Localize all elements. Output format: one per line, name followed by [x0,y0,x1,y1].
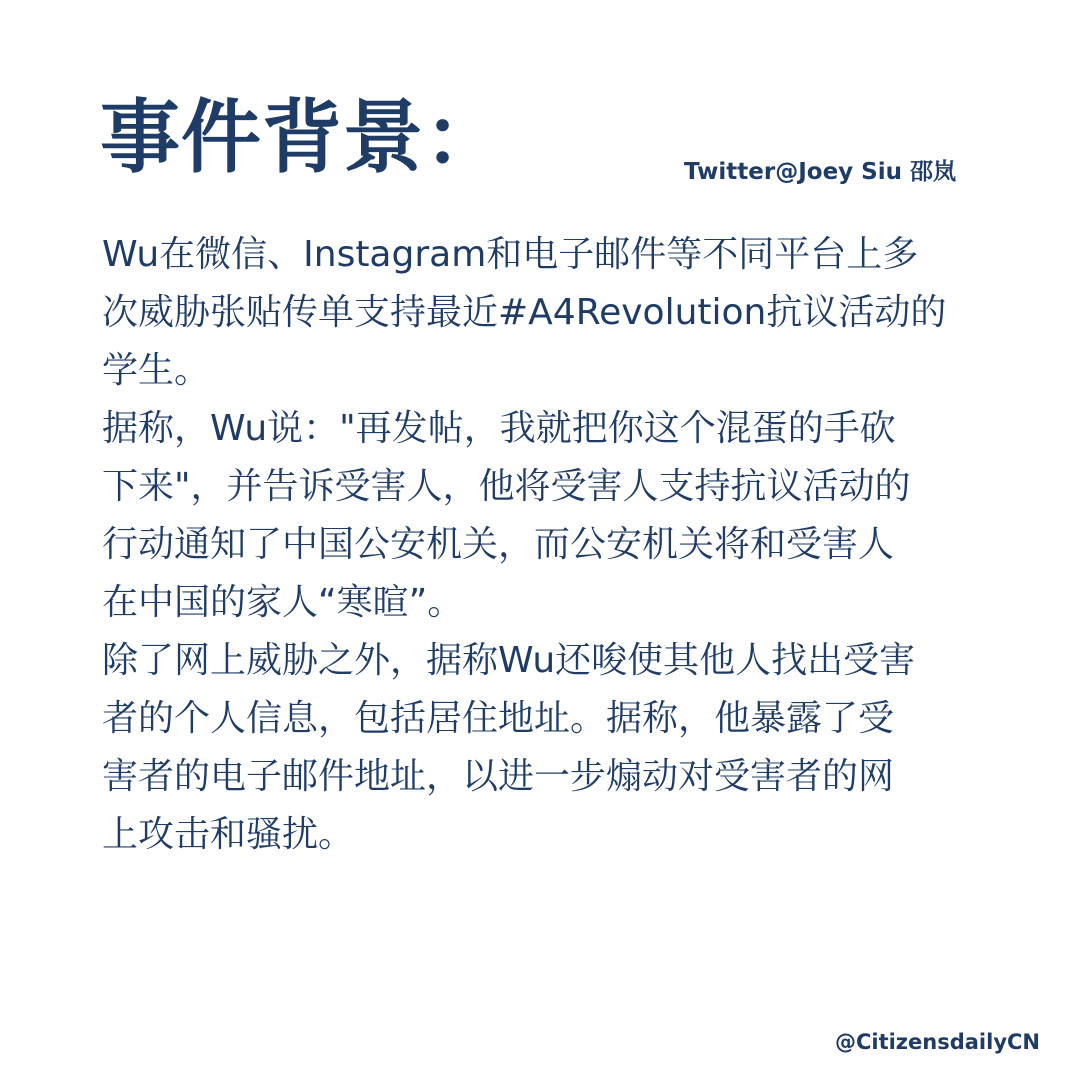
body-line: 据称，Wu说："再发帖，我就把你这个混蛋的手砍 [102,408,896,449]
footer-handle: @CitizensdailyCN [834,1030,1040,1054]
body-line: 学生。 [102,350,211,391]
body-line: 者的个人信息，包括居住地址。据称，他暴露了受 [102,698,895,739]
paragraph-threats [102,226,992,400]
body-line: 行动通知了中国公安机关，而公安机关将和受害人 [102,524,895,565]
body-line: 除了网上威胁之外，据称Wu还唆使其他人找出受害 [102,640,916,681]
article-body [102,226,992,864]
body-line: 上攻击和骚扰。 [102,814,355,855]
body-line: 次威胁张贴传单支持最近#A4Revolution抗议活动的 [102,292,947,333]
body-line: 下来"，并告诉受害人，他将受害人支持抗议活动的 [102,466,911,507]
body-line: Wu在微信、Instagram和电子邮件等不同平台上多 [102,234,919,275]
body-line: 在中国的家人“寒暄”。 [102,582,464,623]
paragraph-quote [102,400,992,632]
page-title: 事件背景： [100,91,505,184]
body-line: 害者的电子邮件地址，以进一步煽动对受害者的网 [102,756,895,797]
paragraph-doxxing [102,632,992,864]
author-credit: Twitter@Joey Siu 邵岚 [684,159,957,185]
